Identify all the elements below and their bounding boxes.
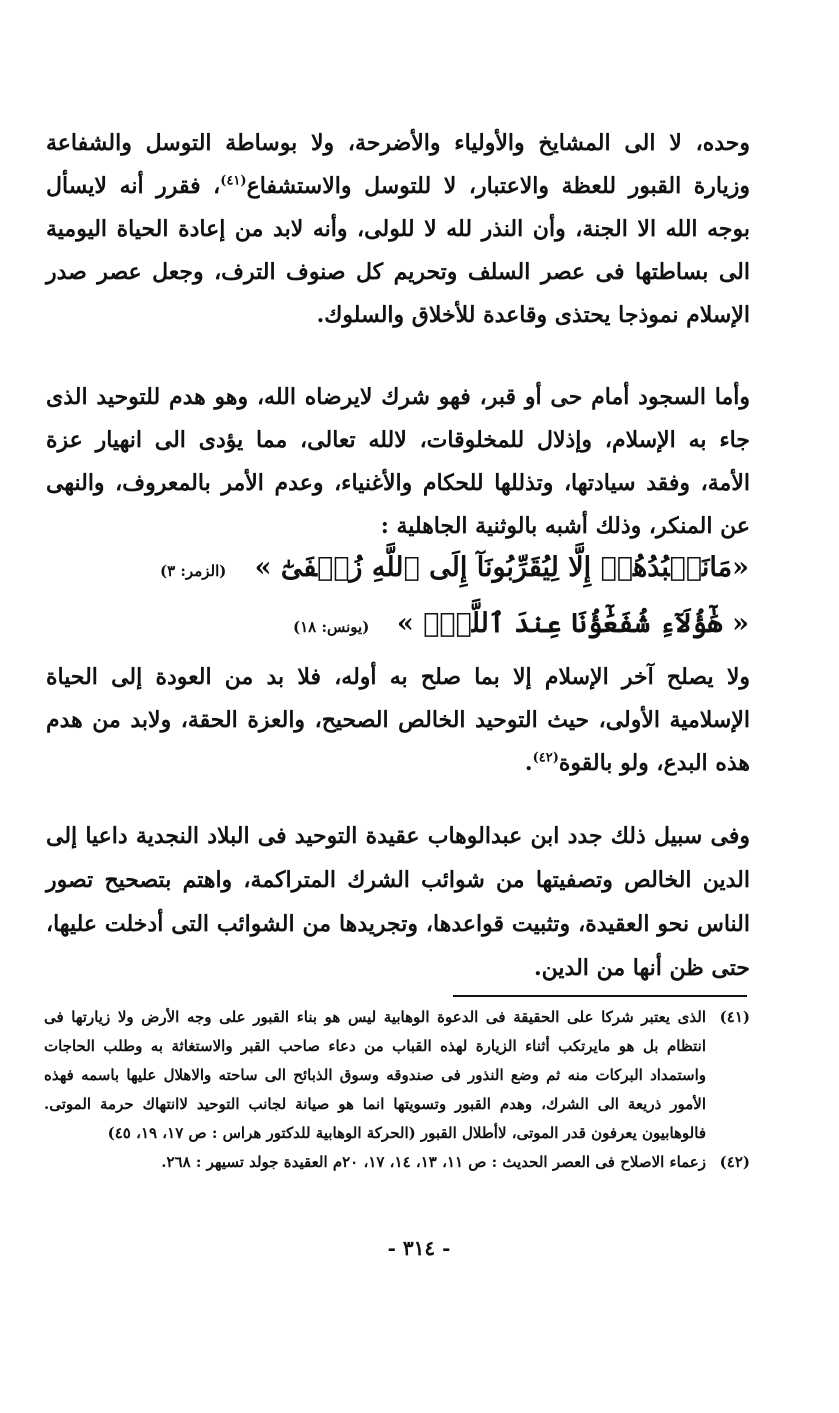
footnote-42-number: (٤٢) bbox=[719, 1153, 750, 1171]
paragraph-1-text: وحده، لا الى المشايخ والأولياء والأضرحة، ولا بوساطة التوسل والشفاعة وزيارة القبور للعظة والاعتبار، لا للتوسل والاستشفاع bbox=[46, 130, 750, 199]
footnote-ref-41[interactable]: (٤١) bbox=[220, 173, 247, 189]
paragraph-3 bbox=[46, 656, 750, 785]
paragraph-4 bbox=[46, 814, 750, 990]
quran-quote-1 bbox=[229, 548, 749, 588]
quran-quote-2 bbox=[309, 604, 749, 644]
footnote-ref-42[interactable]: (٤٢) bbox=[532, 750, 559, 766]
footnotes bbox=[44, 1003, 750, 1177]
quran-quote-2-text: « هَٰٓؤُلَآءِ شُفَعَٰٓؤُنَا عِندَ ٱللَّهِۚ » bbox=[396, 608, 749, 639]
footnote-separator bbox=[453, 995, 747, 997]
paragraph-2-text: وأما السجود أمام حى أو قبر، فهو شرك لايرضاه الله، وهو هدم للتوحيد الذى جاء به الإسلام، وإذلال للمخلوقات، لالله تعالى، مما يؤدى الى انهيار عزة الأمة، وفقد سيادتها، وتذللها للحكام والأغنياء، وعدم الأمر بالمعروف، والنهى عن المنكر، وذلك أشبه بالوثنية الجاهلية : bbox=[46, 384, 750, 539]
footnote-42-text: زعماء الاصلاح فى العصر الحديث : ص ١١، ١٣، ١٤، ١٧، ٢٠م العقيدة جولد تسيهر : ٢٦٨. bbox=[161, 1153, 706, 1171]
paragraph-3-text-end: . bbox=[524, 750, 533, 776]
quran-citation-1-text: (الزمر: ٣) bbox=[160, 562, 227, 580]
paragraph-1-text-rest: ، فقرر أنه لايسأل بوجه الله الا الجنة، وأن النذر لله لا للولى، وأنه لابد من إعادة الحياة اليومية الى بساطتها فى عصر السلف وتحريم كل صنوف الترف، وجعل عصر صدر الإسلام نموذجا يحتذى وقاعدة للأخلاق والسلوك. bbox=[46, 173, 750, 328]
footnote-41-number: (٤١) bbox=[719, 1008, 750, 1026]
quran-citation-1 bbox=[160, 562, 226, 580]
paragraph-2 bbox=[46, 376, 750, 548]
quran-quote-1-text: «مَانَعۡبُدُهُمۡ إِلَّا لِيُقَرِّبُونَآ إِلَى ٱللَّهِ زُلۡفَىٰٓ » bbox=[254, 552, 749, 583]
paragraph-3-text: ولا يصلح آخر الإسلام إلا بما صلح به أوله، فلا بد من العودة إلى الحياة الإسلامية الأولى، حيث التوحيد الخالص الصحيح، والعزة الحقة، ولابد من هدم هذه البدع، ولو بالقوة bbox=[46, 664, 750, 776]
quran-citation-2-text: (يونس: ١٨) bbox=[293, 618, 370, 636]
paragraph-1 bbox=[46, 122, 750, 337]
footnote-41-text: الذى يعتبر شركا على الحقيقة فى الدعوة الوهابية ليس هو بناء القبور على وجه الأرض ولا زيارتها فى انتظام بل هو مايرتكب أثناء الزيارة لهذه القباب من دعاء صاحب القبر والاستغاثة به وطلب الحاجات واستمداد البركات منه ثم وضع النذور فى صندوقه وسوق الذبائح الى ساحته والاهلال عليها باسمه فهذه الأمور ذريعة الى الشرك، وهدم القبور وتسويتها انما هو صيانة لجانب التوحيد لاانتهاك حرمة الموتى. فالوهابيون يعرفون قدر الموتى، لاأطلال القبور (الحركة الوهابية للدكتور هراس : ص ١٧، ١٩، ٤٥) bbox=[44, 1008, 706, 1142]
footnote-41 bbox=[44, 1003, 750, 1148]
footnote-42 bbox=[44, 1148, 750, 1177]
quran-citation-2 bbox=[293, 618, 369, 636]
paragraph-4-text: وفى سبيل ذلك جدد ابن عبدالوهاب عقيدة التوحيد فى البلاد النجدية داعيا إلى الدين الخالص وتصفيتها من شوائب الشرك المتراكمة، واهتم بتصحيح تصور الناس نحو العقيدة، وتثبيت قواعدها، وتجريدها من الشوائب التى أدخلت عليها، حتى ظن أنها من الدين. bbox=[46, 823, 750, 981]
page-number-text: - ٣١٤ - bbox=[387, 1236, 451, 1260]
page-number bbox=[319, 1236, 519, 1260]
